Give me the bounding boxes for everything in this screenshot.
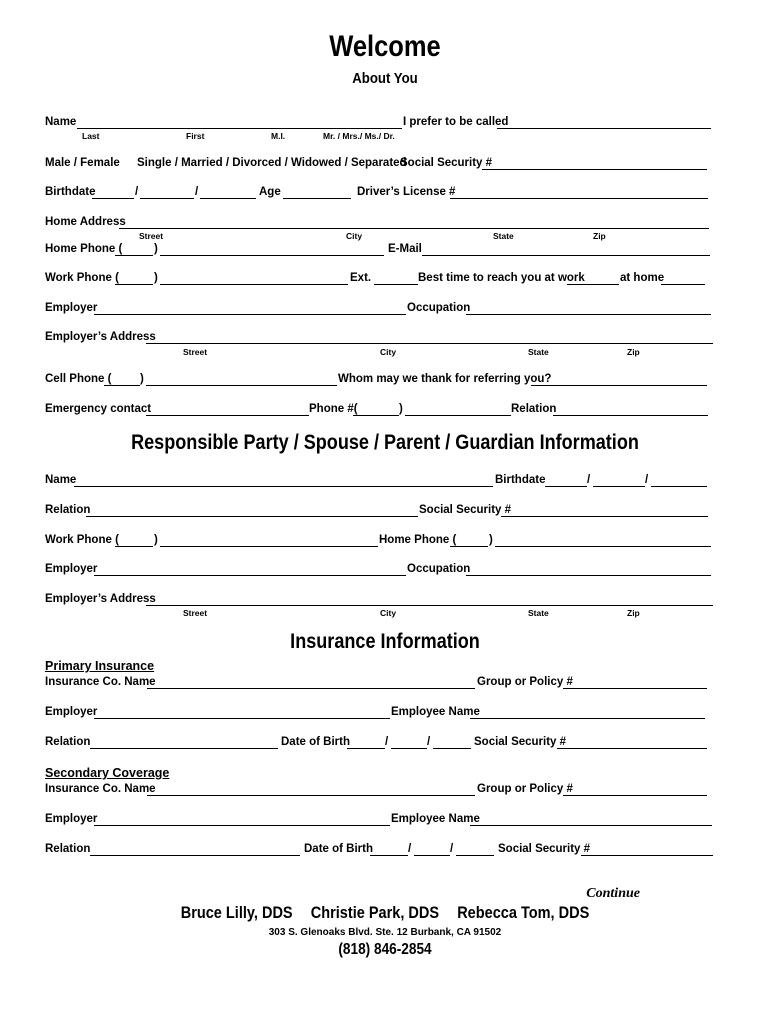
- sub-zip: Zip: [593, 231, 606, 241]
- primary-group-field[interactable]: [563, 688, 707, 689]
- rp-birth-day-field[interactable]: [593, 486, 645, 487]
- work-phone-area-field[interactable]: [115, 284, 153, 285]
- employer-address-field[interactable]: [146, 343, 713, 344]
- sub-city: City: [380, 608, 397, 618]
- primary-ins-name-field[interactable]: [147, 688, 475, 689]
- secondary-ins-name-label: Insurance Co. Name: [45, 783, 156, 795]
- secondary-ins-name-field[interactable]: [147, 795, 475, 796]
- name-field[interactable]: [77, 128, 402, 129]
- rp-birthdate-label: Birthdate: [495, 474, 546, 486]
- rp-name-field[interactable]: [74, 486, 493, 487]
- name-label: Name: [45, 116, 77, 128]
- at-home-label: at home: [620, 272, 665, 284]
- sub-street: Street: [139, 231, 164, 241]
- page-subtitle: About You: [352, 70, 418, 87]
- home-phone-area-field[interactable]: [115, 255, 153, 256]
- referral-field[interactable]: [531, 385, 707, 386]
- paren-close: ): [154, 272, 158, 284]
- secondary-ins-name-row: [45, 783, 713, 799]
- doctor-name: Christie Park, DDS: [310, 904, 440, 922]
- paren-close: ): [399, 403, 403, 415]
- rp-home-phone-label: Home Phone (: [379, 534, 457, 546]
- rp-relation-field[interactable]: [86, 516, 418, 517]
- responsible-heading: Responsible Party / Spouse / Parent / Guardian Information: [131, 431, 639, 454]
- secondary-employee-name-field[interactable]: [470, 825, 712, 826]
- secondary-group-label: Group or Policy #: [477, 783, 573, 795]
- ext-label: Ext.: [350, 272, 372, 284]
- ext-field[interactable]: [374, 284, 418, 285]
- best-time-work-field[interactable]: [567, 284, 619, 285]
- employer-label: Employer: [45, 302, 98, 314]
- doctor-name: Rebecca Tom, DDS: [457, 904, 590, 922]
- emergency-phone-label: Phone #(: [309, 403, 358, 415]
- slash: /: [450, 843, 454, 855]
- slash: /: [645, 474, 649, 486]
- birth-month-field[interactable]: [92, 198, 134, 199]
- employer-field[interactable]: [94, 314, 406, 315]
- paren-close: ): [154, 243, 158, 255]
- birth-year-field[interactable]: [200, 198, 256, 199]
- gender-options[interactable]: Male / Female: [45, 157, 120, 169]
- home-phone-field[interactable]: [160, 255, 384, 256]
- secondary-relation-label: Relation: [45, 843, 91, 855]
- office-address: 303 S. Glenoaks Blvd. Ste. 12 Burbank, CA 91502: [268, 927, 502, 938]
- sub-title: Mr. / Mrs./ Ms./ Dr.: [323, 131, 395, 141]
- secondary-ssn-field[interactable]: [581, 855, 713, 856]
- work-phone-field[interactable]: [160, 284, 348, 285]
- age-label: Age: [259, 186, 281, 198]
- slash: /: [385, 736, 389, 748]
- marital-options[interactable]: Single / Married / Divorced / Widowed / Separated: [137, 157, 407, 169]
- rp-employer-field[interactable]: [94, 575, 406, 576]
- sub-street: Street: [183, 347, 208, 357]
- primary-ins-name-label: Insurance Co. Name: [45, 676, 156, 688]
- sub-city: City: [380, 347, 397, 357]
- paren-close: ): [140, 373, 144, 385]
- gender-row: [45, 157, 713, 173]
- rp-employer-address-label: Employer’s Address: [45, 593, 156, 605]
- doctor-name: Bruce Lilly, DDS: [180, 904, 293, 922]
- primary-relation-field[interactable]: [90, 748, 278, 749]
- primary-employee-name-label: Employee Name: [391, 706, 480, 718]
- paren-close: ): [154, 534, 158, 546]
- secondary-employee-name-label: Employee Name: [391, 813, 480, 825]
- rp-work-phone-label: Work Phone (: [45, 534, 119, 546]
- rp-occupation-field[interactable]: [466, 575, 711, 576]
- best-time-label: Best time to reach you at work: [418, 272, 585, 284]
- secondary-group-field[interactable]: [563, 795, 707, 796]
- home-address-field[interactable]: [119, 228, 709, 229]
- rp-employer-address-field[interactable]: [146, 605, 713, 606]
- primary-employer-field[interactable]: [94, 718, 390, 719]
- sub-street: Street: [183, 608, 208, 618]
- referral-label: Whom may we thank for referring you?: [338, 373, 552, 385]
- cell-phone-label: Cell Phone (: [45, 373, 112, 385]
- sub-zip: Zip: [627, 347, 640, 357]
- rp-employer-label: Employer: [45, 563, 98, 575]
- office-phone: (818) 846-2854: [338, 941, 432, 958]
- primary-dob-year-field[interactable]: [433, 748, 471, 749]
- cell-phone-field[interactable]: [146, 385, 337, 386]
- continue-note: Continue: [586, 886, 640, 901]
- doctor-names: [46, 904, 724, 923]
- secondary-dob-label: Date of Birth: [304, 843, 373, 855]
- email-label: E-Mail: [388, 243, 422, 255]
- primary-ssn-field[interactable]: [557, 748, 707, 749]
- secondary-relation-field[interactable]: [90, 855, 300, 856]
- emergency-relation-field[interactable]: [553, 415, 708, 416]
- secondary-dob-month-field[interactable]: [370, 855, 408, 856]
- primary-relation-row: [45, 736, 713, 752]
- primary-dob-month-field[interactable]: [347, 748, 385, 749]
- work-phone-label: Work Phone (: [45, 272, 119, 284]
- email-field[interactable]: [422, 255, 710, 256]
- rp-name-label: Name: [45, 474, 77, 486]
- home-address-row: [45, 216, 713, 232]
- license-label: Driver’s License #: [357, 186, 456, 198]
- secondary-employer-label: Employer: [45, 813, 98, 825]
- birth-day-field[interactable]: [140, 198, 194, 199]
- slash: /: [427, 736, 431, 748]
- sub-state: State: [528, 608, 549, 618]
- primary-employer-label: Employer: [45, 706, 98, 718]
- name-row: [45, 116, 713, 132]
- primary-insurance-heading: Primary Insurance: [45, 659, 155, 673]
- employer-row: [45, 302, 713, 318]
- emergency-row: [45, 403, 713, 419]
- birthdate-row: [45, 186, 713, 202]
- birthdate-label: Birthdate: [45, 186, 96, 198]
- occupation-field[interactable]: [466, 314, 711, 315]
- sub-state: State: [493, 231, 514, 241]
- rp-work-phone-area-field[interactable]: [115, 546, 153, 547]
- sub-mi: M.I.: [271, 131, 286, 141]
- sub-first: First: [186, 131, 205, 141]
- sub-last: Last: [82, 131, 100, 141]
- secondary-relation-row: [45, 843, 713, 859]
- primary-relation-label: Relation: [45, 736, 91, 748]
- secondary-coverage-heading: Secondary Coverage: [45, 766, 170, 780]
- rp-name-row: [45, 474, 713, 490]
- emergency-contact-field[interactable]: [146, 415, 309, 416]
- employer-address-row: [45, 331, 713, 347]
- work-phone-row: [45, 272, 713, 288]
- paren-close: ): [489, 534, 493, 546]
- occupation-label: Occupation: [407, 302, 471, 314]
- rp-occupation-label: Occupation: [407, 563, 471, 575]
- rp-relation-row: [45, 504, 713, 520]
- emergency-phone-area-field[interactable]: [353, 415, 399, 416]
- sub-city: City: [346, 231, 363, 241]
- primary-employee-name-field[interactable]: [470, 718, 705, 719]
- sub-state: State: [528, 347, 549, 357]
- rp-employer-row: [45, 563, 713, 579]
- rp-birth-year-field[interactable]: [651, 486, 707, 487]
- home-phone-row: [45, 243, 713, 259]
- primary-employer-row: [45, 706, 713, 722]
- rp-ssn-label: Social Security #: [419, 504, 512, 516]
- home-phone-label: Home Phone (: [45, 243, 123, 255]
- insurance-heading: Insurance Information: [290, 630, 480, 653]
- ssn-field[interactable]: [482, 169, 707, 170]
- secondary-ssn-label: Social Security #: [498, 843, 591, 855]
- rp-relation-label: Relation: [45, 504, 91, 516]
- emergency-relation-label: Relation: [511, 403, 557, 415]
- page-title: Welcome: [329, 30, 441, 63]
- license-field[interactable]: [450, 198, 708, 199]
- rp-home-phone-field[interactable]: [495, 546, 711, 547]
- secondary-employer-row: [45, 813, 713, 829]
- best-time-home-field[interactable]: [661, 284, 705, 285]
- cell-phone-area-field[interactable]: [104, 385, 140, 386]
- employer-address-label: Employer’s Address: [45, 331, 156, 343]
- rp-employer-address-row: [45, 593, 713, 609]
- primary-dob-label: Date of Birth: [281, 736, 350, 748]
- slash: /: [195, 186, 199, 198]
- sub-zip: Zip: [627, 608, 640, 618]
- secondary-employer-field[interactable]: [94, 825, 390, 826]
- rp-work-phone-field[interactable]: [160, 546, 378, 547]
- rp-home-phone-area-field[interactable]: [450, 546, 488, 547]
- primary-group-label: Group or Policy #: [477, 676, 573, 688]
- emergency-label: Emergency contact: [45, 403, 152, 415]
- rp-birth-month-field[interactable]: [545, 486, 587, 487]
- ssn-label: Social Security #: [400, 157, 493, 169]
- primary-dob-day-field[interactable]: [391, 748, 427, 749]
- secondary-dob-year-field[interactable]: [456, 855, 494, 856]
- slash: /: [408, 843, 412, 855]
- primary-ssn-label: Social Security #: [474, 736, 567, 748]
- emergency-phone-field[interactable]: [405, 415, 511, 416]
- secondary-dob-day-field[interactable]: [414, 855, 450, 856]
- cell-phone-row: [45, 373, 713, 389]
- prefer-label: I prefer to be called: [403, 116, 509, 128]
- rp-phone-row: [45, 534, 713, 550]
- primary-ins-name-row: [45, 676, 713, 692]
- home-address-label: Home Address: [45, 216, 126, 228]
- preferred-name-field[interactable]: [497, 128, 711, 129]
- slash: /: [587, 474, 591, 486]
- rp-ssn-field[interactable]: [501, 516, 708, 517]
- slash: /: [135, 186, 139, 198]
- age-field[interactable]: [283, 198, 351, 199]
